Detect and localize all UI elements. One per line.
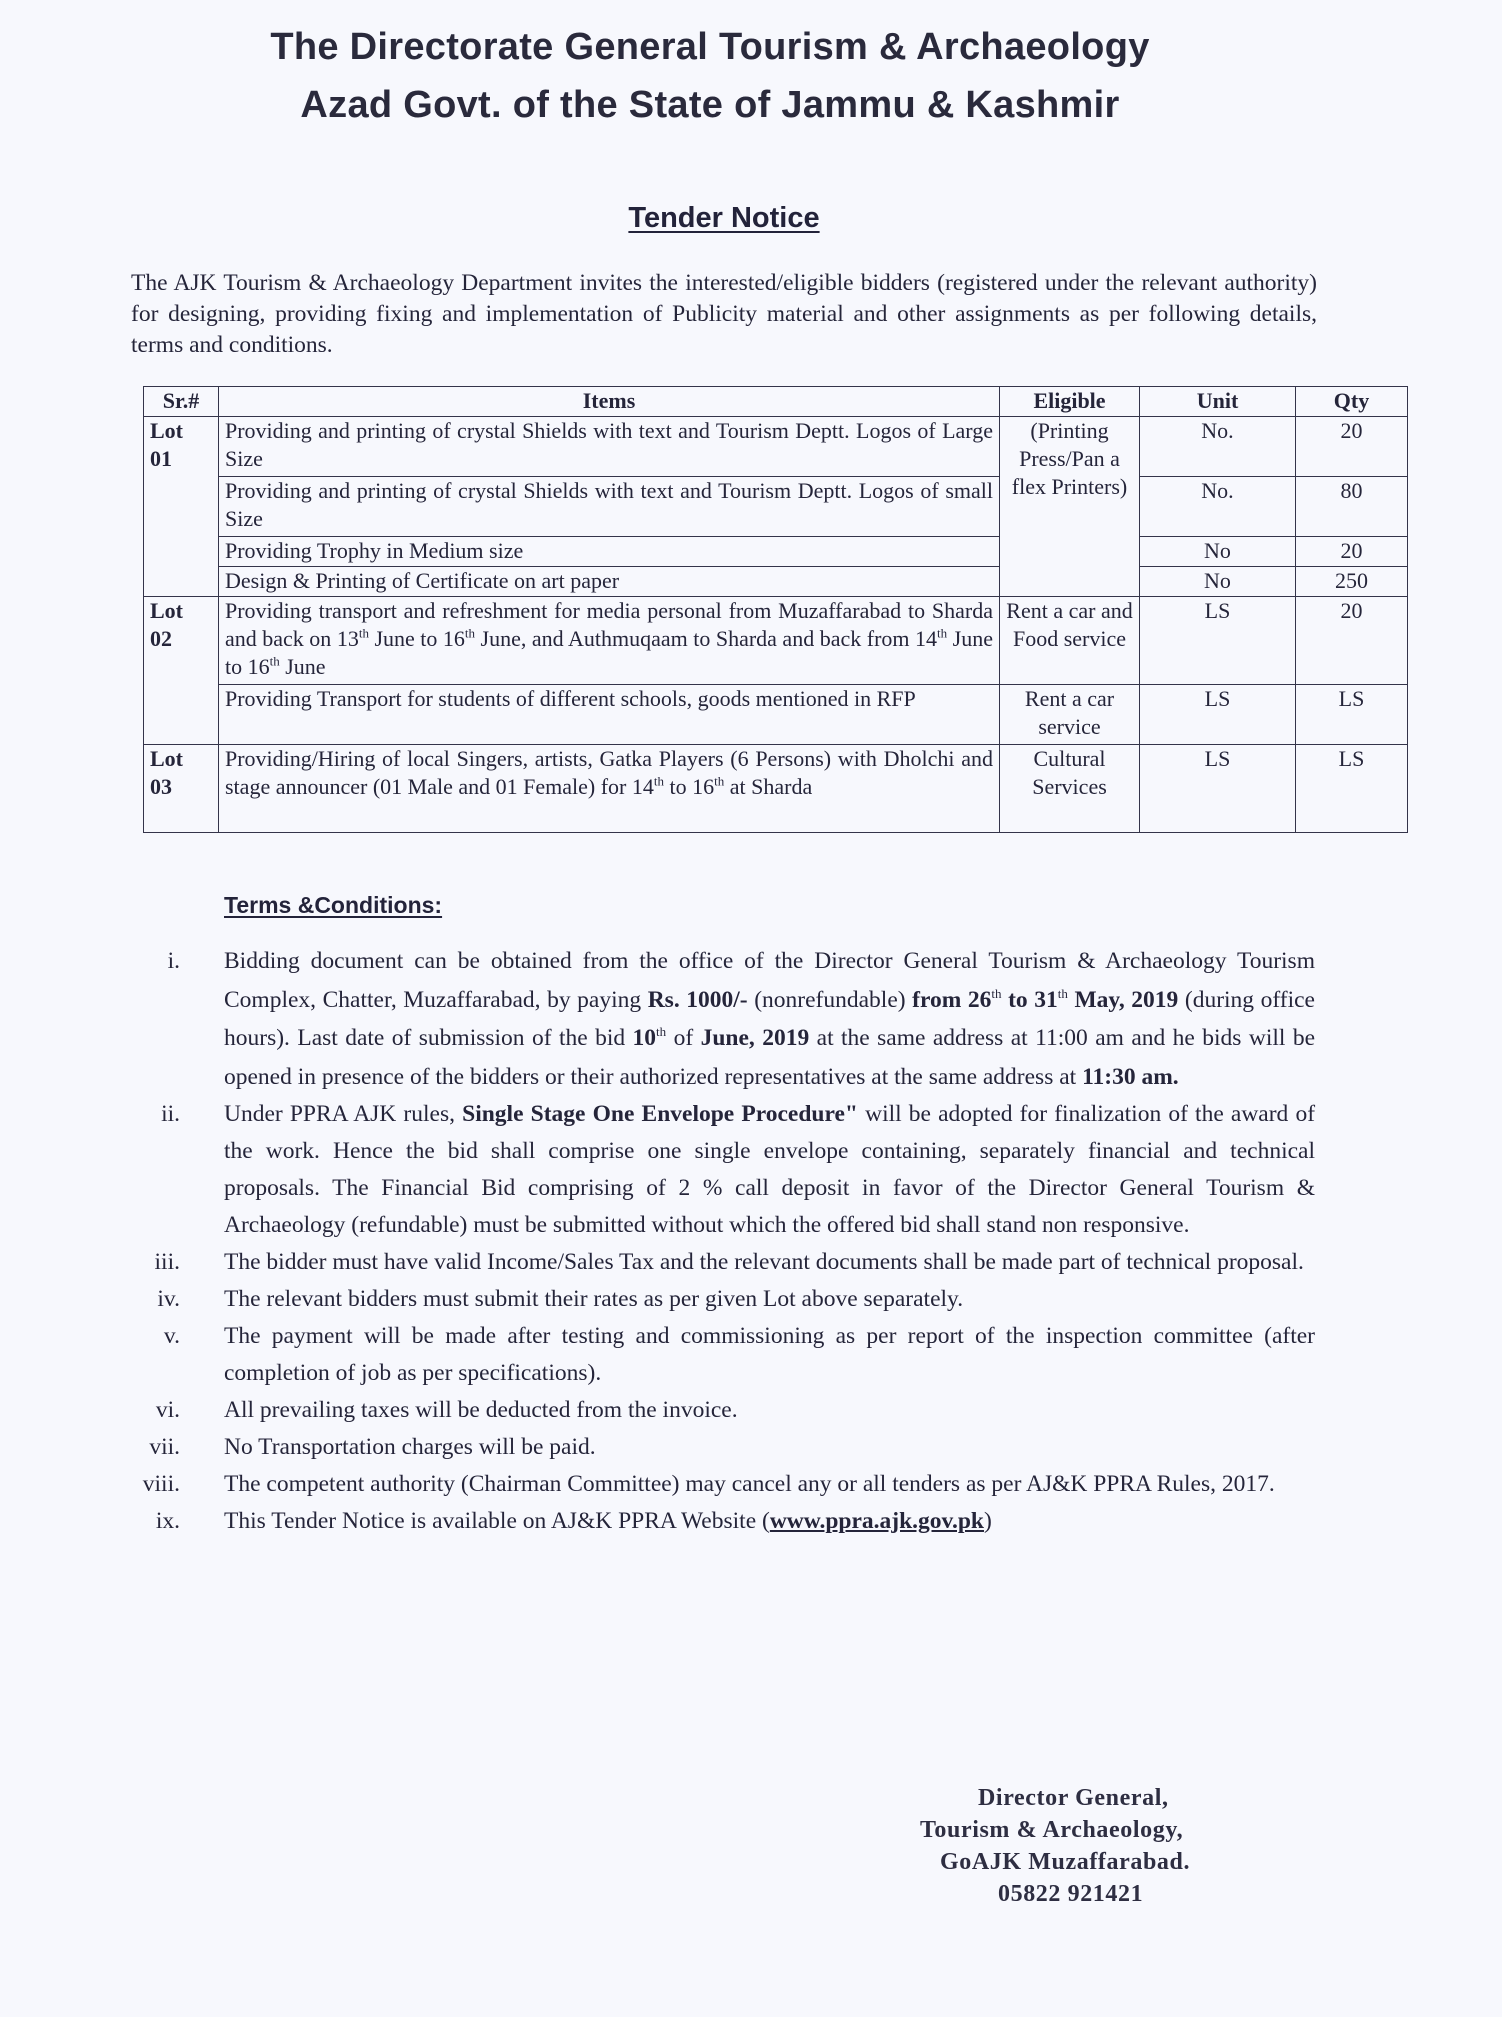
item-description: Providing Transport for students of different schools, goods mentioned in RFP	[219, 685, 1000, 745]
col-header-eligible: Eligible	[1000, 387, 1140, 417]
signature-phone: 05822 921421	[998, 1881, 1144, 1907]
col-header-unit: Unit	[1140, 387, 1296, 417]
qty-cell: LS	[1296, 745, 1408, 833]
eligible-cell: Rent a car service	[1000, 685, 1140, 745]
term-number: viii.	[142, 1471, 180, 1497]
col-header-items: Items	[219, 387, 1000, 417]
table-row	[144, 685, 1408, 745]
ppra-website-link[interactable]: www.ppra.ajk.gov.pk	[769, 1508, 985, 1534]
notice-title: Tender Notice	[628, 202, 820, 234]
qty-cell: 250	[1296, 567, 1408, 597]
unit-cell: LS	[1140, 685, 1296, 745]
tender-items-table	[143, 386, 1408, 833]
col-header-qty: Qty	[1296, 387, 1408, 417]
qty-cell: 20	[1296, 597, 1408, 685]
signature-title: Director General,	[978, 1785, 1169, 1811]
eligible-cell: (Printing Press/Pan a flex Printers)	[1000, 417, 1140, 597]
term-number: iv.	[157, 1286, 180, 1312]
item-description: Providing transport and refreshment for media personal from Muzaffarabad to Sharda and back on 13th June to 16th June, and Authmuqaam to Sharda and back from 14th June to 16th June	[219, 597, 1000, 685]
terms-heading: Terms &Conditions:	[224, 892, 443, 918]
table-row	[144, 597, 1408, 685]
eligible-cell: Rent a car and Food service	[1000, 597, 1140, 685]
header-directorate: The Directorate General Tourism & Archaeology	[270, 26, 1150, 68]
qty-cell: LS	[1296, 685, 1408, 745]
unit-cell: No.	[1140, 417, 1296, 477]
term-item: ix. This Tender Notice is available on AJ&K PPRA Website (www.ppra.ajk.gov.pk)	[140, 1503, 1315, 1540]
header-government: Azad Govt. of the State of Jammu & Kashmir	[300, 84, 1120, 126]
table-row	[144, 537, 1408, 567]
term-item: vii. No Transportation charges will be paid.	[140, 1429, 1315, 1466]
term-number: iii.	[154, 1249, 180, 1275]
document-header	[0, 18, 1420, 134]
lot-label: Lot 02	[144, 597, 219, 745]
signature-block	[900, 1782, 1260, 1910]
term-number: ii.	[161, 1101, 180, 1127]
unit-cell: No	[1140, 567, 1296, 597]
item-description: Providing Trophy in Medium size	[219, 537, 1000, 567]
item-description: Providing/Hiring of local Singers, artists, Gatka Players (6 Persons) with Dholchi and stage announcer (01 Male and 01 Female) for 14th to 16th at Sharda	[219, 745, 1000, 833]
term-number: ix.	[155, 1508, 180, 1534]
term-number: vi.	[155, 1397, 180, 1423]
term-item: v. The payment will be made after testing and commissioning as per report of the inspection committee (after completion of job as per specifications).	[140, 1318, 1315, 1392]
table-row	[144, 567, 1408, 597]
signature-location: GoAJK Muzaffarabad.	[940, 1849, 1191, 1875]
term-item: iii. The bidder must have valid Income/Sales Tax and the relevant documents shall be made part of technical proposal.	[140, 1244, 1315, 1281]
table-header-row	[144, 387, 1408, 417]
terms-list	[140, 942, 1315, 1540]
term-item: viii. The competent authority (Chairman Committee) may cancel any or all tenders as per AJ&K PPRA Rules, 2017.	[140, 1466, 1315, 1503]
item-description: Design & Printing of Certificate on art paper	[219, 567, 1000, 597]
lot-label: Lot 03	[144, 745, 219, 833]
term-item: ii. Under PPRA AJK rules, Single Stage One Envelope Procedure" will be adopted for finalization of the award of the work. Hence the bid shall comprise one single envelope containing, separately financial and technical proposals. The Financial Bid comprising of 2 % call deposit in favor of the Director General Tourism & Archaeology (refundable) must be submitted without which the offered bid shall stand non responsive.	[140, 1096, 1315, 1244]
unit-cell: LS	[1140, 597, 1296, 685]
term-item: vi. All prevailing taxes will be deducted from the invoice.	[140, 1392, 1315, 1429]
item-description: Providing and printing of crystal Shields with text and Tourism Deptt. Logos of Large Size	[219, 417, 1000, 477]
table-row	[144, 745, 1408, 833]
unit-cell: No	[1140, 537, 1296, 567]
term-item: iv. The relevant bidders must submit their rates as per given Lot above separately.	[140, 1281, 1315, 1318]
qty-cell: 80	[1296, 477, 1408, 537]
signature-department: Tourism & Archaeology,	[920, 1817, 1184, 1843]
term-number: v.	[163, 1323, 180, 1349]
qty-cell: 20	[1296, 537, 1408, 567]
unit-cell: No.	[1140, 477, 1296, 537]
col-header-sr: Sr.#	[144, 387, 219, 417]
notice-intro: The AJK Tourism & Archaeology Department invites the interested/eligible bidders (registered under the relevant authority) for designing, providing fixing and implementation of Publicity material and other assignments as per following details, terms and conditions.	[131, 270, 1317, 358]
term-number: i.	[167, 948, 180, 974]
table-row	[144, 417, 1408, 477]
unit-cell: LS	[1140, 745, 1296, 833]
item-description: Providing and printing of crystal Shields with text and Tourism Deptt. Logos of small Size	[219, 477, 1000, 537]
term-item: i. Bidding document can be obtained from the office of the Director General Tourism & Archaeology Tourism Complex, Chatter, Muzaffarabad, by paying Rs. 1000/- (nonrefundable) from 26th to 31th May, 2019 (during office hours). Last date of submission of the bid 10th of June, 2019 at the same address at 11:00 am and he bids will be opened in presence of the bidders or their authorized representatives at the same address at 11:30 am.	[140, 942, 1315, 1096]
table-row	[144, 477, 1408, 537]
qty-cell: 20	[1296, 417, 1408, 477]
lot-label: Lot 01	[144, 417, 219, 597]
term-number: vii.	[149, 1434, 180, 1460]
eligible-cell: Cultural Services	[1000, 745, 1140, 833]
